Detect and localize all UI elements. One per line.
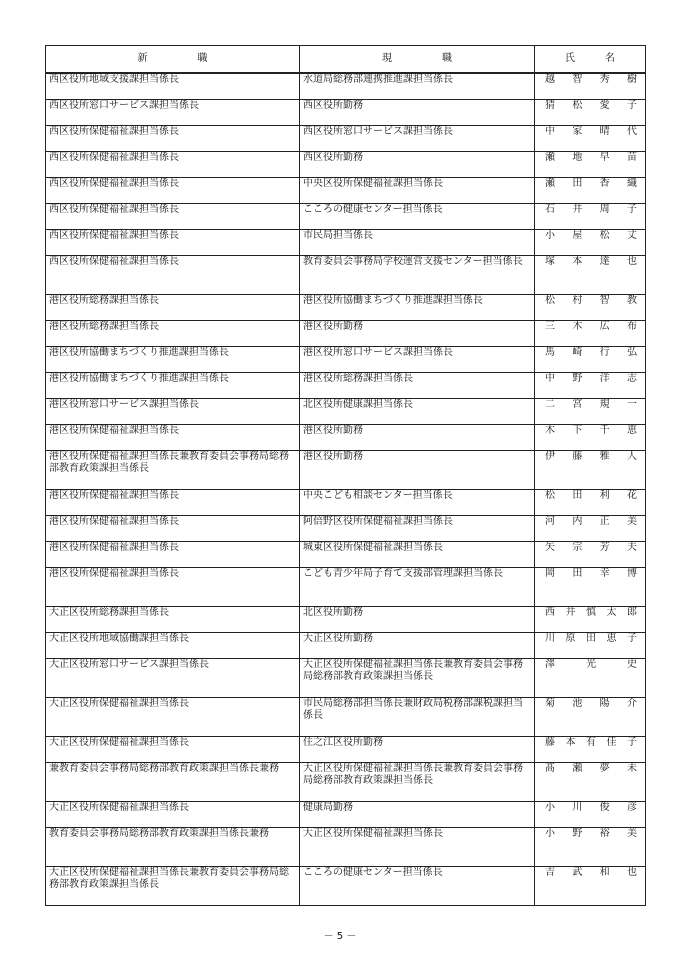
- table-header-row: [46, 46, 646, 74]
- new-post-cell: 大正区役所窓口サービス課担当係長: [46, 658, 300, 697]
- name-cell: 越智秀樹: [535, 73, 646, 99]
- current-post-cell: 健康局勤務: [300, 801, 535, 827]
- new-post-cell: 西区役所保健福祉課担当係長: [46, 177, 300, 203]
- name-cell: 石井周子: [535, 203, 646, 229]
- table-row: [46, 294, 646, 320]
- current-post-cell: 市民局担当係長: [300, 229, 535, 255]
- current-post-cell: 水道局総務部連携推進課担当係長: [300, 73, 535, 99]
- table-row: [46, 801, 646, 827]
- table-row: [46, 151, 646, 177]
- name-cell: 小野裕美: [535, 827, 646, 866]
- current-post-cell: 阿倍野区役所保健福祉課担当係長: [300, 515, 535, 541]
- name-cell: 吉武和也: [535, 866, 646, 905]
- name-header: 氏 名: [535, 46, 646, 74]
- table-row: [46, 515, 646, 541]
- name-cell: 木下千恵: [535, 424, 646, 450]
- table-row: [46, 606, 646, 632]
- current-post-cell: 大正区役所保健福祉課担当係長兼教育委員会事務局総務部教育政策課担当係長: [300, 762, 535, 801]
- table-body: [46, 73, 646, 905]
- name-cell: 河内正美: [535, 515, 646, 541]
- current-post-cell: 中央こども相談センター担当係長: [300, 489, 535, 515]
- new-post-cell: 大正区役所保健福祉課担当係長: [46, 801, 300, 827]
- current-post-cell: 住之江区役所勤務: [300, 736, 535, 762]
- personnel-table: [45, 45, 646, 906]
- new-post-cell: 大正区役所地域協働課担当係長: [46, 632, 300, 658]
- table-row: [46, 424, 646, 450]
- name-cell: 中野洋志: [535, 372, 646, 398]
- new-post-cell: 西区役所地域支援課担当係長: [46, 73, 300, 99]
- table-row: [46, 866, 646, 905]
- name-cell: 松田利花: [535, 489, 646, 515]
- current-post-cell: こころの健康センター担当係長: [300, 203, 535, 229]
- new-post-cell: 兼教育委員会事務局総務部教育政策課担当係長兼務: [46, 762, 300, 801]
- table-row: [46, 320, 646, 346]
- table-row: [46, 125, 646, 151]
- name-cell: 川原田恵子: [535, 632, 646, 658]
- table-row: [46, 372, 646, 398]
- table-row: [46, 697, 646, 736]
- name-cell: 瀬田香織: [535, 177, 646, 203]
- name-cell: 猜松愛子: [535, 99, 646, 125]
- new-post-cell: 港区役所窓口サービス課担当係長: [46, 398, 300, 424]
- new-post-cell: 港区役所保健福祉課担当係長: [46, 424, 300, 450]
- name-cell: 藤本有佳子: [535, 736, 646, 762]
- new-post-cell: 大正区役所総務課担当係長: [46, 606, 300, 632]
- table-row: [46, 398, 646, 424]
- current-post-cell: 教育委員会事務局学校運営支援センター担当係長: [300, 255, 535, 294]
- current-post-cell: 西区役所勤務: [300, 99, 535, 125]
- table-row: [46, 255, 646, 294]
- new-post-cell: 港区役所保健福祉課担当係長: [46, 567, 300, 606]
- name-cell: 小屋松丈: [535, 229, 646, 255]
- name-cell: 岡田幸博: [535, 567, 646, 606]
- current-post-cell: 港区役所総務課担当係長: [300, 372, 535, 398]
- new-post-cell: 大正区役所保健福祉課担当係長: [46, 697, 300, 736]
- current-post-cell: 大正区役所保健福祉課担当係長兼教育委員会事務局総務部教育政策課担当係長: [300, 658, 535, 697]
- current-post-cell: 西区役所窓口サービス課担当係長: [300, 125, 535, 151]
- table-row: [46, 632, 646, 658]
- new-post-cell: 港区役所保健福祉課担当係長: [46, 515, 300, 541]
- name-cell: 髙瀬夢未: [535, 762, 646, 801]
- new-post-cell: 大正区役所保健福祉課担当係長: [46, 736, 300, 762]
- current-post-cell: 北区役所勤務: [300, 606, 535, 632]
- current-post-cell: 大正区役所勤務: [300, 632, 535, 658]
- new-post-cell: 教育委員会事務局総務部教育政策課担当係長兼務: [46, 827, 300, 866]
- current-post-cell: 港区役所勤務: [300, 320, 535, 346]
- table-row: [46, 73, 646, 99]
- name-cell: 菊池陽介: [535, 697, 646, 736]
- new-post-cell: 西区役所保健福祉課担当係長: [46, 203, 300, 229]
- table-row: [46, 567, 646, 606]
- table-row: [46, 99, 646, 125]
- name-cell: 松村智教: [535, 294, 646, 320]
- new-post-cell: 港区役所保健福祉課担当係長兼教育委員会事務局総務部教育政策課担当係長: [46, 450, 300, 489]
- current-post-cell: 城東区役所保健福祉課担当係長: [300, 541, 535, 567]
- name-cell: 瀬地早苗: [535, 151, 646, 177]
- current-post-header: 現 職: [300, 46, 535, 74]
- current-post-cell: 中央区役所保健福祉課担当係長: [300, 177, 535, 203]
- name-cell: 澤光史: [535, 658, 646, 697]
- table-row: [46, 541, 646, 567]
- new-post-cell: 港区役所協働まちづくり推進課担当係長: [46, 346, 300, 372]
- new-post-cell: 大正区役所保健福祉課担当係長兼教育委員会事務局総務部教育政策課担当係長: [46, 866, 300, 905]
- new-post-cell: 港区役所保健福祉課担当係長: [46, 541, 300, 567]
- current-post-cell: 大正区役所保健福祉課担当係長: [300, 827, 535, 866]
- new-post-cell: 西区役所保健福祉課担当係長: [46, 255, 300, 294]
- name-cell: 中家晴代: [535, 125, 646, 151]
- table-row: [46, 203, 646, 229]
- name-cell: 伊藤雅人: [535, 450, 646, 489]
- current-post-cell: 港区役所勤務: [300, 424, 535, 450]
- new-post-cell: 西区役所保健福祉課担当係長: [46, 125, 300, 151]
- table-row: [46, 177, 646, 203]
- current-post-cell: 港区役所協働まちづくり推進課担当係長: [300, 294, 535, 320]
- new-post-cell: 港区役所総務課担当係長: [46, 320, 300, 346]
- name-cell: 二宮規一: [535, 398, 646, 424]
- table-row: [46, 346, 646, 372]
- name-cell: 三木広布: [535, 320, 646, 346]
- current-post-cell: 市民局総務部担当係長兼財政局税務部課税課担当係長: [300, 697, 535, 736]
- table-row: [46, 736, 646, 762]
- page-number: － 5 －: [323, 931, 357, 942]
- current-post-cell: 港区役所窓口サービス課担当係長: [300, 346, 535, 372]
- name-cell: 矢宗芳夫: [535, 541, 646, 567]
- table-row: [46, 229, 646, 255]
- new-post-cell: 港区役所協働まちづくり推進課担当係長: [46, 372, 300, 398]
- new-post-cell: 港区役所保健福祉課担当係長: [46, 489, 300, 515]
- table-row: [46, 762, 646, 801]
- name-cell: 馬崎行弘: [535, 346, 646, 372]
- new-post-cell: 西区役所保健福祉課担当係長: [46, 151, 300, 177]
- table-row: [46, 658, 646, 697]
- current-post-cell: 西区役所勤務: [300, 151, 535, 177]
- new-post-cell: 西区役所保健福祉課担当係長: [46, 229, 300, 255]
- current-post-cell: 港区役所勤務: [300, 450, 535, 489]
- current-post-cell: 北区役所健康課担当係長: [300, 398, 535, 424]
- table-row: [46, 450, 646, 489]
- name-cell: 西井慎太郎: [535, 606, 646, 632]
- table-row: [46, 489, 646, 515]
- new-post-cell: 西区役所窓口サービス課担当係長: [46, 99, 300, 125]
- current-post-cell: こども青少年局子育て支援部管理課担当係長: [300, 567, 535, 606]
- name-cell: 小川俊彦: [535, 801, 646, 827]
- name-cell: 塚本達也: [535, 255, 646, 294]
- new-post-header: 新 職: [46, 46, 300, 74]
- table-row: [46, 827, 646, 866]
- current-post-cell: こころの健康センター担当係長: [300, 866, 535, 905]
- new-post-cell: 港区役所総務課担当係長: [46, 294, 300, 320]
